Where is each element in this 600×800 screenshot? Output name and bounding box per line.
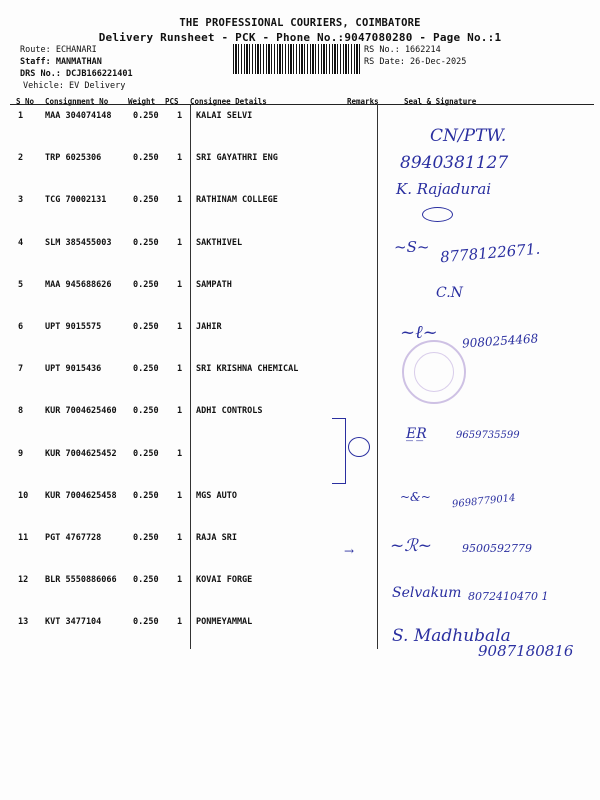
row-consignee: KOVAI FORGE [196, 575, 253, 586]
table-row [0, 449, 600, 491]
handwritten-phone: 8940381127 [400, 153, 509, 173]
handwritten-signature: Selvakum [392, 585, 462, 601]
row-sno: 11 [18, 533, 29, 543]
row-consignment-no: PGT 4767728 [45, 533, 102, 543]
row-pcs: 1 [177, 617, 183, 628]
row-consignee: MGS AUTO [196, 490, 237, 501]
row-sno: 12 [18, 575, 29, 586]
handwritten-phone: 9080254468 [461, 331, 539, 351]
signature-scribble: ~ℓ~ [400, 322, 438, 343]
row-consignee: RAJA SRI [196, 533, 237, 543]
signature-scribble [422, 207, 453, 222]
col-remarks: Remarks [347, 97, 379, 106]
row-consignee: SRI KRISHNA CHEMICAL [196, 364, 299, 375]
runsheet-title: Delivery Runsheet - PCK - Phone No.:9047080280 - Page No.:1 [98, 31, 502, 44]
row-consignee: SAMPATH [196, 279, 232, 290]
row-weight: 0.250 [133, 279, 159, 290]
row-weight: 0.250 [133, 406, 159, 417]
header-divider [10, 104, 594, 105]
row-consignment-no: MAA 945688626 [45, 279, 112, 290]
row-consignee: ADHI CONTROLS [196, 406, 263, 417]
row-sno: 7 [18, 364, 24, 375]
arrow-mark: → [344, 544, 355, 558]
row-sno: 5 [18, 279, 24, 290]
row-consignment-no: UPT 9015575 [45, 322, 102, 332]
row-pcs: 1 [177, 406, 183, 417]
handwritten-phone: 9698779014 [451, 492, 517, 511]
signature-scribble: E̲R̲ [406, 426, 427, 442]
circle-mark [348, 437, 370, 457]
row-consignment-no: BLR 5550886066 [45, 575, 117, 586]
handwritten-signature: K. Rajadurai [396, 180, 492, 198]
row-weight: 0.250 [133, 575, 159, 586]
row-consignment-no: KUR 7004625460 [45, 406, 117, 417]
row-consignee: KALAI SELVI [196, 111, 253, 121]
table-row [0, 364, 600, 406]
row-sno: 2 [18, 153, 24, 164]
row-consignment-no: UPT 9015436 [45, 364, 102, 375]
row-pcs: 1 [177, 490, 183, 501]
row-consignment-no: TCG 70002131 [45, 195, 107, 206]
row-pcs: 1 [177, 364, 183, 375]
table-row [0, 111, 600, 153]
route-label: Route: ECHANARI [20, 45, 97, 55]
row-sno: 3 [18, 195, 24, 206]
row-pcs: 1 [177, 111, 183, 121]
row-weight: 0.250 [133, 364, 159, 375]
row-consignment-no: KVT 3477104 [45, 617, 102, 628]
row-pcs: 1 [177, 533, 183, 543]
row-sno: 8 [18, 406, 24, 417]
row-weight: 0.250 [133, 448, 159, 459]
row-weight: 0.250 [133, 195, 159, 206]
handwritten-phone: 9087180816 [478, 642, 574, 660]
row-pcs: 1 [177, 195, 183, 206]
handwritten-phone: 9500592779 [462, 542, 532, 555]
row-pcs: 1 [177, 575, 183, 586]
row-weight: 0.250 [133, 617, 159, 628]
table-row [0, 153, 600, 195]
vehicle-label: Vehicle: EV Delivery [23, 81, 126, 91]
row-weight: 0.250 [133, 490, 159, 501]
handwritten-note: CN/PTW. [430, 126, 507, 146]
drs-number: DRS No.: DCJB166221401 [20, 69, 133, 79]
row-sno: 9 [18, 448, 24, 459]
row-consignment-no: TRP 6025306 [45, 153, 102, 164]
col-weight: Weight [128, 97, 156, 106]
rs-date: RS Date: 26-Dec-2025 [364, 57, 467, 67]
row-consignment-no: MAA 304074148 [45, 111, 112, 121]
col-pcs: PCS [165, 97, 179, 106]
table-row [0, 195, 600, 237]
row-consignee: JAHIR [196, 322, 222, 332]
handwritten-phone: 8778122671. [439, 239, 541, 267]
row-consignment-no: KUR 7004625452 [45, 448, 117, 459]
row-pcs: 1 [177, 279, 183, 290]
col-consignment: Consignment No [45, 97, 109, 106]
col-sno: S No [16, 97, 35, 106]
row-consignee: RATHINAM COLLEGE [196, 195, 278, 206]
row-consignee: SAKTHIVEL [196, 237, 243, 248]
row-weight: 0.250 [133, 533, 159, 543]
row-pcs: 1 [177, 237, 183, 248]
row-weight: 0.250 [133, 322, 159, 332]
signature-scribble: ~S~ [394, 238, 430, 256]
row-consignment-no: KUR 7004625458 [45, 490, 117, 501]
row-pcs: 1 [177, 153, 183, 164]
row-weight: 0.250 [133, 153, 159, 164]
row-consignment-no: SLM 385455003 [45, 237, 112, 248]
col-consignee: Consignee Details [190, 97, 267, 106]
row-sno: 13 [18, 617, 29, 628]
seal-stamp-inner [414, 352, 454, 392]
signature-scribble: ~&~ [400, 490, 431, 504]
row-consignee: SRI GAYATHRI ENG [196, 153, 278, 164]
row-sno: 6 [18, 322, 24, 332]
row-pcs: 1 [177, 322, 183, 332]
col-seal-signature: Seal & Signature [404, 97, 477, 106]
row-weight: 0.250 [133, 111, 159, 121]
row-sno: 10 [18, 490, 29, 501]
handwritten-bracket [332, 418, 346, 484]
barcode [233, 44, 360, 74]
table-row [0, 406, 600, 448]
row-consignee: PONMEYAMMAL [196, 617, 253, 628]
handwritten-signature: S. Madhubala [392, 626, 511, 646]
signature-scribble: ~ℛ~ [390, 536, 433, 556]
row-weight: 0.250 [133, 237, 159, 248]
row-pcs: 1 [177, 448, 183, 459]
handwritten-note: C.N [436, 285, 463, 301]
company-title: THE PROFESSIONAL COURIERS, COIMBATORE [179, 17, 421, 29]
table-row [0, 280, 600, 322]
handwritten-phone: 8072410470 1 [468, 590, 549, 603]
staff-label: Staff: MANMATHAN [20, 57, 102, 67]
rs-number: RS No.: 1662214 [364, 45, 441, 55]
handwritten-phone: 9659735599 [456, 430, 520, 441]
row-sno: 1 [18, 111, 24, 121]
row-sno: 4 [18, 237, 24, 248]
